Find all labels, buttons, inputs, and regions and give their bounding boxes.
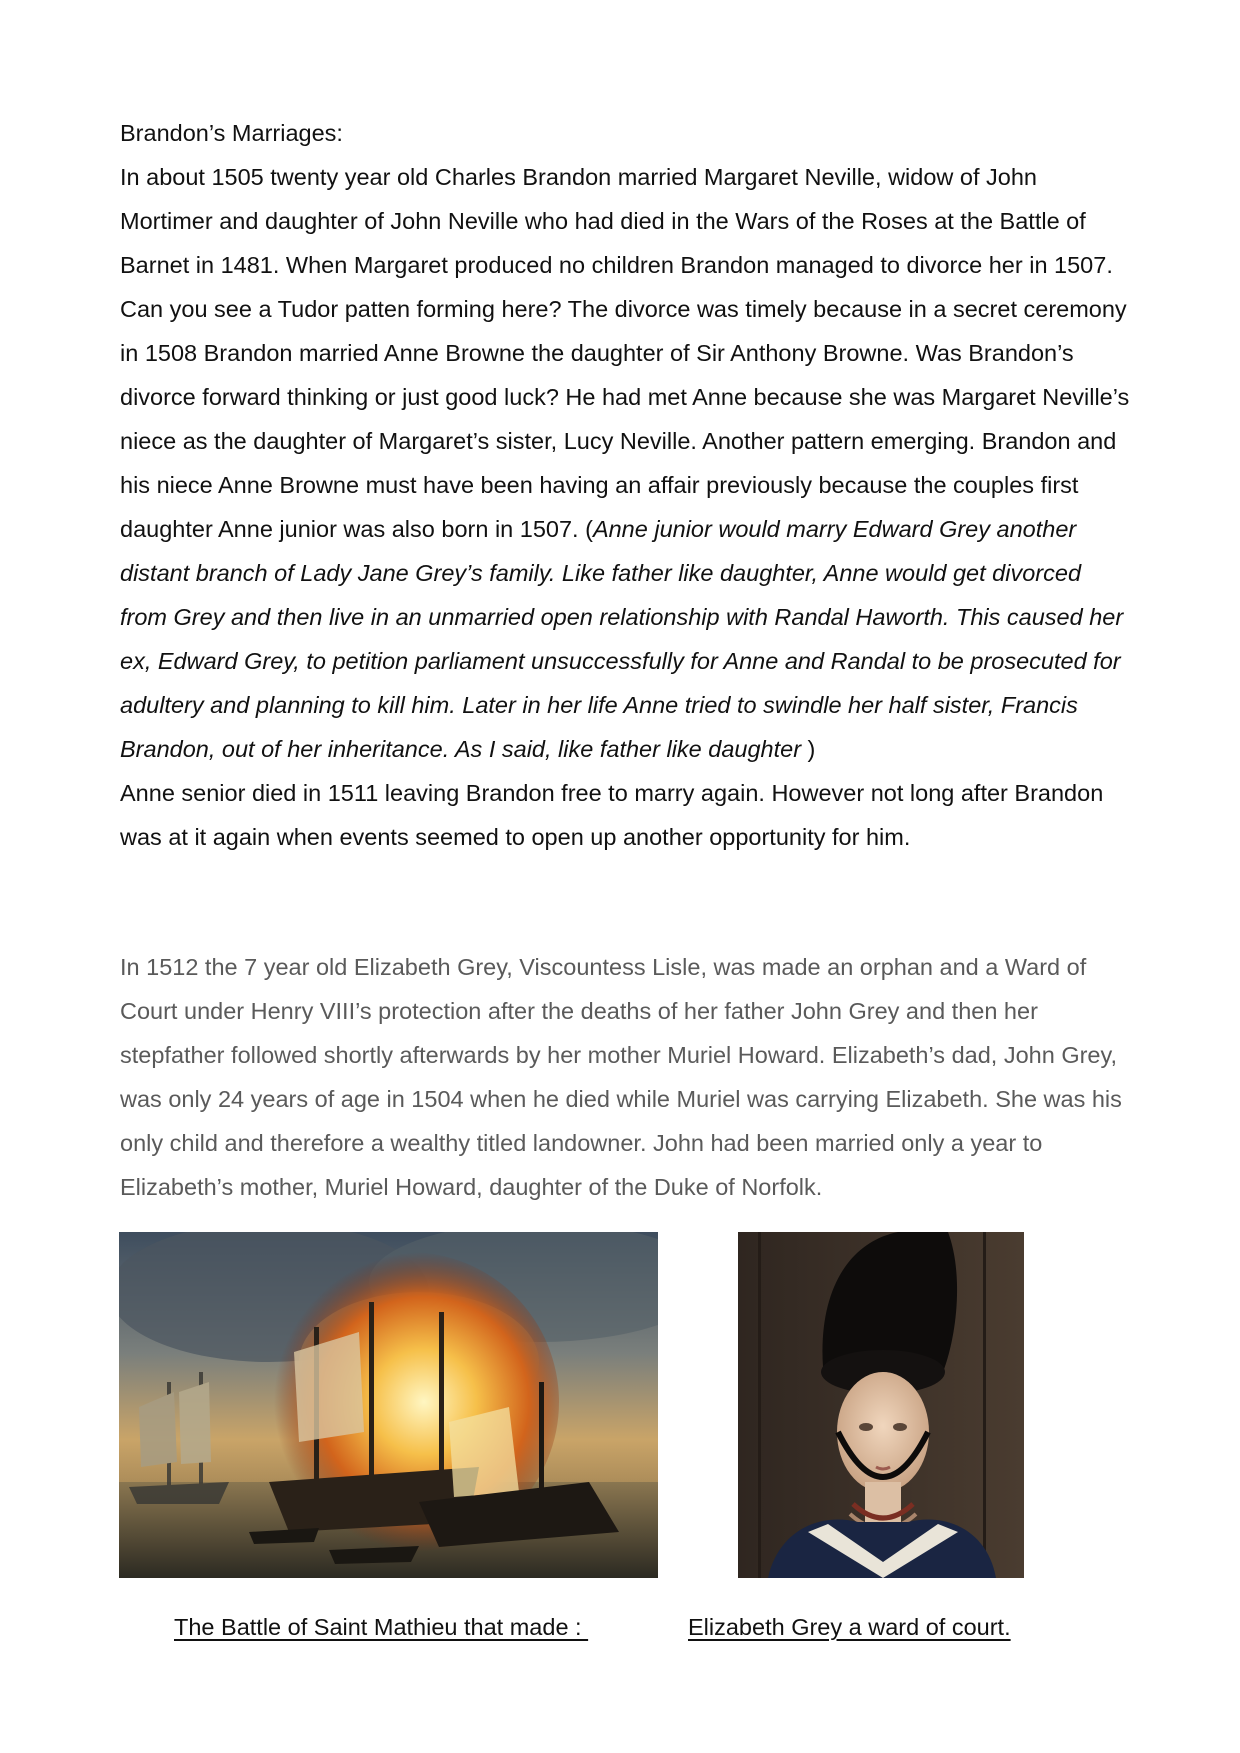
aside-close-paren: ) (801, 736, 816, 762)
elizabeth-grey-portrait-image (738, 1232, 1024, 1578)
portrait-caption: Elizabeth Grey a ward of court. (688, 1614, 1011, 1640)
elizabeth-grey-section (120, 945, 1130, 1209)
paragraph-anne-senior: Anne senior died in 1511 leaving Brandon free to marry again. However not long after Brandon was at it again when events seemed to open up another opportunity for him. (120, 780, 1104, 850)
battle-painting-image (119, 1232, 658, 1578)
battle-caption: The Battle of Saint Mathieu that made : (174, 1614, 589, 1640)
paragraph-marriages-text: In about 1505 twenty year old Charles Brandon married Margaret Neville, widow of John Mortimer and daughter of John Neville who had died in the Wars of the Roses at the Battle of Barnet in 1481. When Margaret produced no children Brandon managed to divorce her in 1507. Can you see a Tudor patten forming here? The divorce was timely because in a secret ceremony in 1508 Brandon married Anne Browne the daughter of Sir Anthony Browne. Was Brandon’s divorce forward thinking or just good luck? He had met Anne because she was Margaret Neville’s niece as the daughter of Margaret’s sister, Lucy Neville. Another pattern emerging. Brandon and his niece Anne Browne must have been having an affair previously because the couples first daughter Anne junior was also born in 1507. ( (120, 164, 1130, 542)
paragraph-elizabeth-grey: In 1512 the 7 year old Elizabeth Grey, Viscountess Lisle, was made an orphan and a Ward of Court under Henry VIII’s protection after the deaths of her father John Grey and then her stepfather followed shortly afterwards by her mother Muriel Howard. Elizabeth’s dad, John Grey, was only 24 years of age in 1504 when he died while Muriel was carrying Elizabeth. She was his only child and therefore a wealthy titled landowner. John had been married only a year to Elizabeth’s mother, Muriel Howard, daughter of the Duke of Norfolk. (120, 954, 1122, 1200)
paragraph-marriages (120, 155, 1130, 771)
brandon-marriages-section (120, 111, 1130, 859)
anne-junior-aside: Anne junior would marry Edward Grey another distant branch of Lady Jane Grey’s family. Like father like daughter, Anne would get divorced from Grey and then live in an unmarried open relationship with Randal Haworth. This caused her ex, Edward Grey, to petition parliament unsuccessfully for Anne and Randal to be prosecuted for adultery and planning to kill him. Later in her life Anne tried to swindle her half sister, Francis Brandon, out of her inheritance. As I said, like father like daughter (120, 516, 1124, 762)
section-heading: Brandon’s Marriages: (120, 120, 343, 146)
